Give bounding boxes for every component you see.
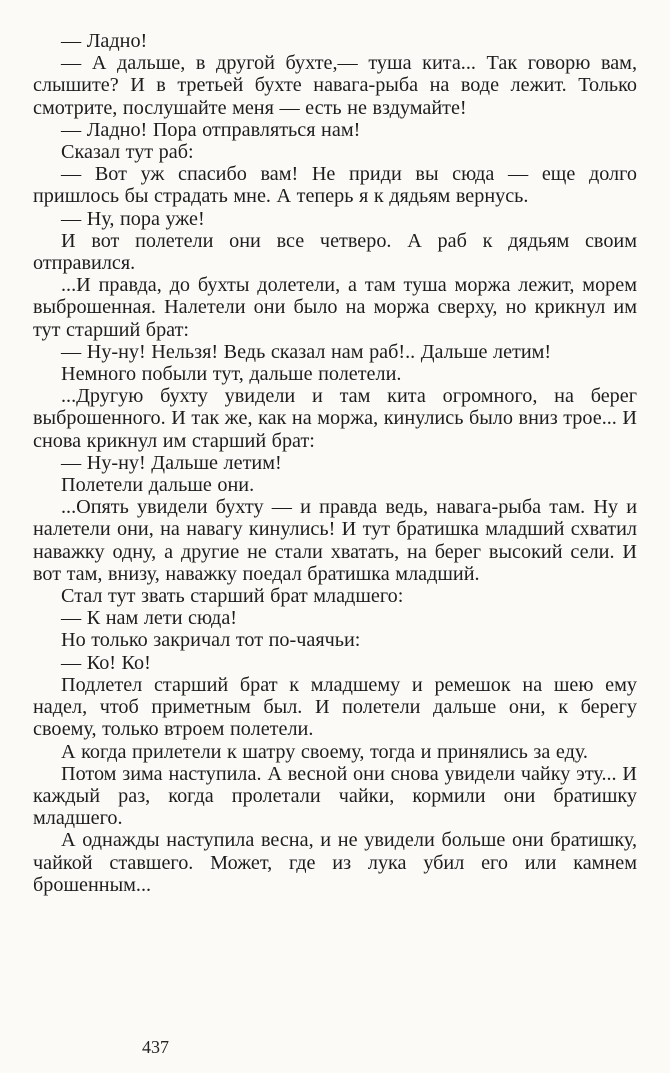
paragraph: ...Опять увидели бухту — и правда ведь, навага-рыба там. Ну и налетели они, на навагу кинулись! И тут братишка младший схватил наважку одну, а другие не стали хватать, на берег высокий сели. И вот там, внизу, наважку поедал братишка младший. [33, 496, 637, 585]
paragraph: ...И правда, до бухты долетели, а там туша моржа лежит, морем выброшенная. Налетели они было на моржа сверху, но крикнул им тут старший брат: [33, 274, 637, 341]
paragraph: Сказал тут раб: [61, 141, 194, 164]
paragraph: И вот полетели они все четверо. А раб к дядьям своим отправился. [33, 229, 637, 275]
body-text [33, 30, 637, 896]
paragraph: — Ну-ну! Нельзя! Ведь сказал нам раб!.. Дальше летим! [61, 340, 552, 363]
paragraph: — Ну-ну! Дальше летим! [61, 451, 282, 474]
paragraph: — Вот уж спасибо вам! Не приди вы сюда — еще долго пришлось бы страдать мне. А теперь я к дядьям вернусь. [33, 163, 637, 208]
paragraph: Подлетел старший брат к младшему и ремешок на шею ему надел, чтоб приметным был. И полетели дальше они, к берегу своему, только втроем полетели. [33, 673, 637, 741]
paragraph: — Ладно! [61, 30, 148, 52]
paragraph: — Ладно! Пора отправляться нам! [61, 118, 361, 141]
paragraph: ...Другую бухту увидели и там кита огромного, на берег выброшенного. И так же, как на моржа, кинулись было вниз трое... И снова крикнул им старший брат: [33, 385, 637, 452]
paragraph: — Ко! Ко! [61, 651, 151, 674]
paragraph: Полетели дальше они. [61, 474, 255, 497]
paragraph: А когда прилетели к шатру своему, тогда и принялись за еду. [61, 740, 588, 763]
paragraph: А однажды наступила весна, и не увидели больше они братишку, чайкой ставшего. Может, где из лука убил его или камнем брошенным... [33, 829, 637, 896]
paragraph: — Ну, пора уже! [61, 207, 205, 230]
paragraph: Стал тут звать старший брат младшего: [61, 585, 404, 608]
paragraph: — К нам лети сюда! [61, 607, 238, 630]
paragraph: Немного побыли тут, дальше полетели. [61, 363, 402, 386]
paragraph: — А дальше, в другой бухте,— туша кита... Так говорю вам, слышите? И в третьей бухте навага-рыба на воде лежит. Только смотрите, послушайте меня — есть не вздумайте! [33, 52, 637, 119]
paragraph: Но только закричал тот по-чаячьи: [61, 629, 361, 652]
page-number: 437 [142, 1037, 169, 1057]
paragraph: Потом зима наступила. А весной они снова увидели чайку эту... И каждый раз, когда пролетали чайки, кормили они братишку младшего. [33, 762, 637, 830]
